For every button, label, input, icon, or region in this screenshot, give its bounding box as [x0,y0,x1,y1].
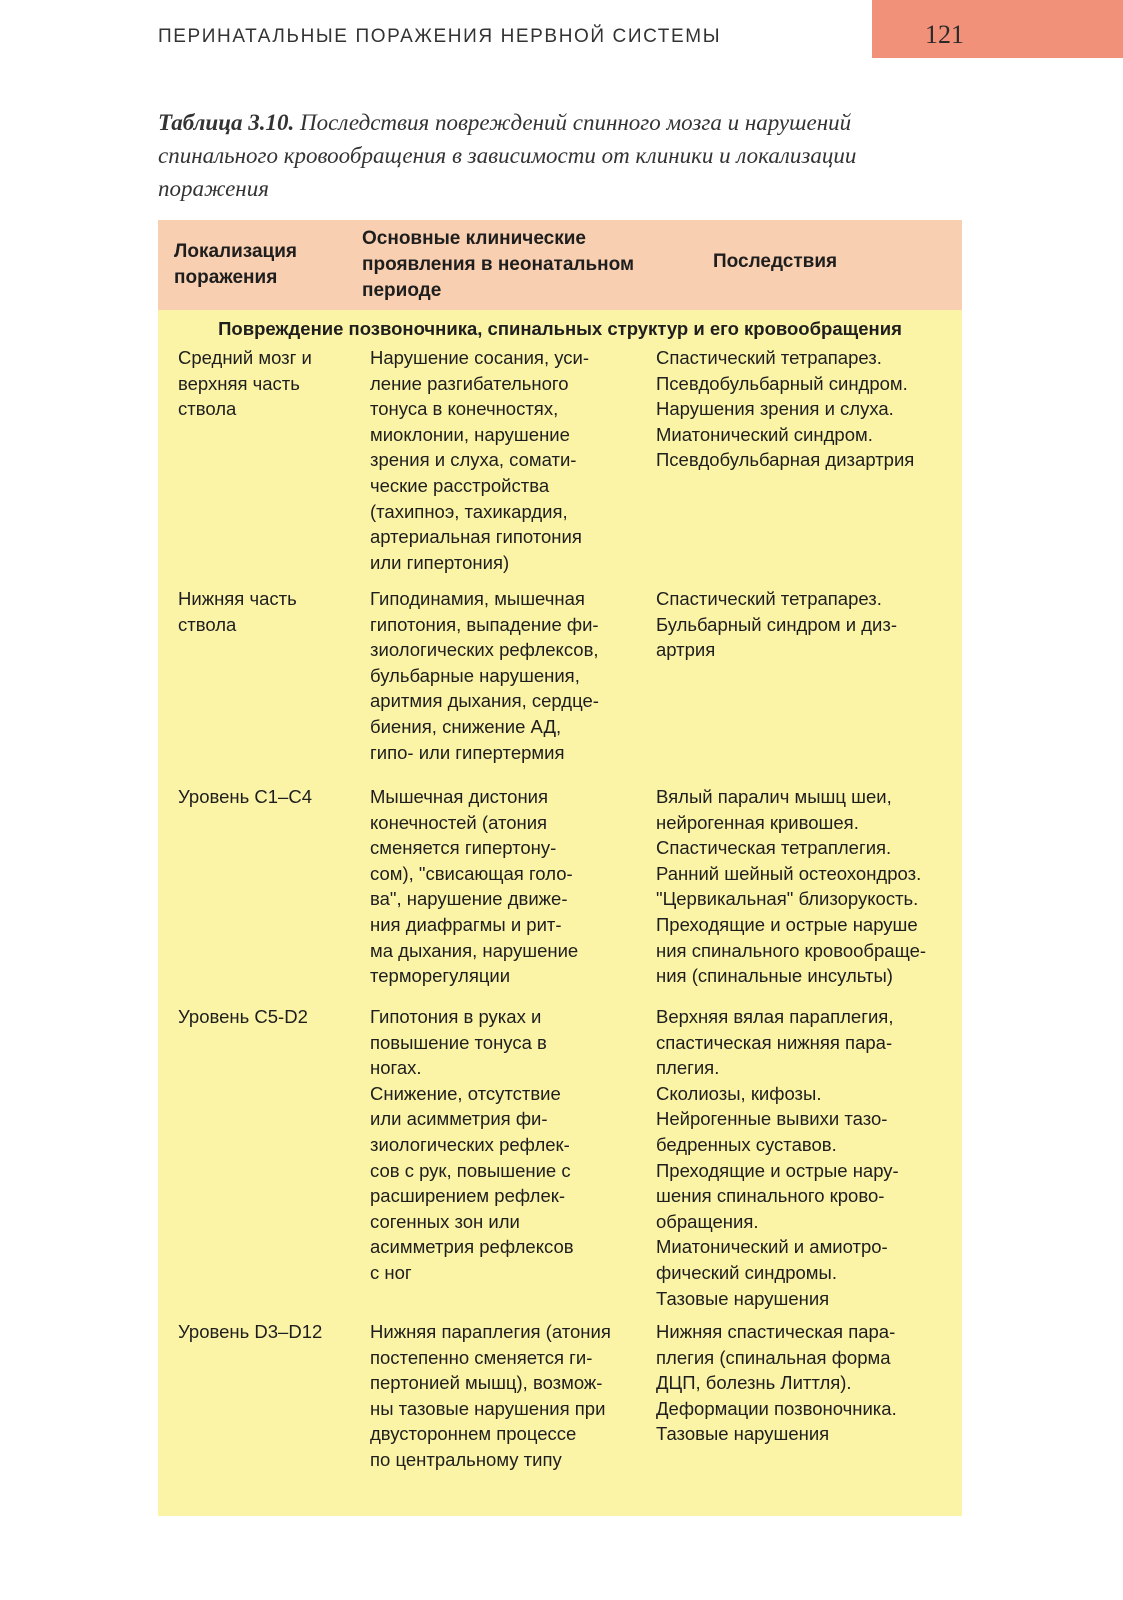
consequences-table [158,220,962,1516]
table-caption-text: Последствия повреждений спинного мозга и нарушений спинального кровообращения в зависимости от клиники и локализации поражения [158,110,857,201]
column-header-consequences: Последствия [713,251,838,272]
page-number: 121 [925,20,964,49]
table-caption-label: Таблица 3.10. [158,110,295,135]
row-4-consequences: Верхняя вялая параплегия, спастическая нижняя пара- плегия. Сколиозы, кифозы. Нейрогенные вывихи тазо- бедренных суставов. Преходящие и острые нару- шения спинального крово- обращения. Миатонический и амиотро- фический синдромы. Тазовые нарушения [656,1006,899,1309]
row-1-manifestations: Нарушение сосания, уси- ление разгибательного тонуса в конечностях, миоклонии, нарушение зрения и слуха, сомати- ческие расстройства (тахипноэ, тахикардия, артериальная гипотония или гипертония) [370,347,590,573]
row-1-consequences: Спастический тетрапарез. Псевдобульбарный синдром. Нарушения зрения и слуха. Миатонический синдром. Псевдобульбарная дизартрия [656,347,915,471]
section-title: Повреждение позвоночника, спинальных структур и его кровообращения [218,318,902,339]
table-header [158,220,962,310]
row-5-manifestations: Нижняя параплегия (атония постепенно сменяется ги- пертонией мышц), возмож- ны тазовые нарушения при двустороннем процессе по центральному типу [370,1321,611,1470]
row-3-manifestations: Мышечная дистония конечностей (атония сменяется гипертону- сом), "свисающая голо- ва", нарушение движе- ния диафрагмы и рит- ма дыхания, нарушение терморегуляции [370,786,579,987]
row-2-manifestations: Гиподинамия, мышечная гипотония, выпадение фи- зиологических рефлексов, бульбарные нарушения, аритмия дыхания, сердце- биения, снижение АД, гипо- или гипертермия [370,588,599,763]
column-header-manifestations: Основные клинические проявления в неонатальном периоде [362,228,635,301]
row-4-manifestations: Гипотония в руках и повышение тонуса в ногах. Снижение, отсутствие или асимметрия фи- зиологических рефлек- сов с рук, повышение с расширением рефлек- согенных зон или асимметрия рефлексов с ног [370,1006,574,1283]
page-number-box [872,0,1123,58]
table-caption [158,106,878,205]
row-2-consequences: Спастический тетрапарез. Бульбарный синдром и диз- артрия [656,588,898,661]
running-title: ПЕРИНАТАЛЬНЫЕ ПОРАЖЕНИЯ НЕРВНОЙ СИСТЕМЫ [158,26,722,47]
row-3-consequences: Вялый паралич мышц шеи, нейрогенная кривошея. Спастическая тетраплегия. Ранний шейный остеохондроз. "Цервикальная" близорукость. Преходящие и острые наруше ния спинального кровообраще- ния (спинальные инсульты) [656,786,927,987]
row-4-location: Уровень С5-D2 [178,1006,308,1027]
row-5-consequences: Нижняя спастическая пара- плегия (спинальная форма ДЦП, болезнь Литтля). Деформации позвоночника. Тазовые нарушения [656,1321,897,1445]
row-3-location: Уровень С1–С4 [178,786,312,807]
row-5-location: Уровень D3–D12 [178,1321,323,1342]
row-2-location: Нижняя часть ствола [178,588,297,635]
row-1-location: Средний мозг и верхняя часть ствола [178,347,312,420]
column-header-location: Локализация поражения [174,241,297,288]
